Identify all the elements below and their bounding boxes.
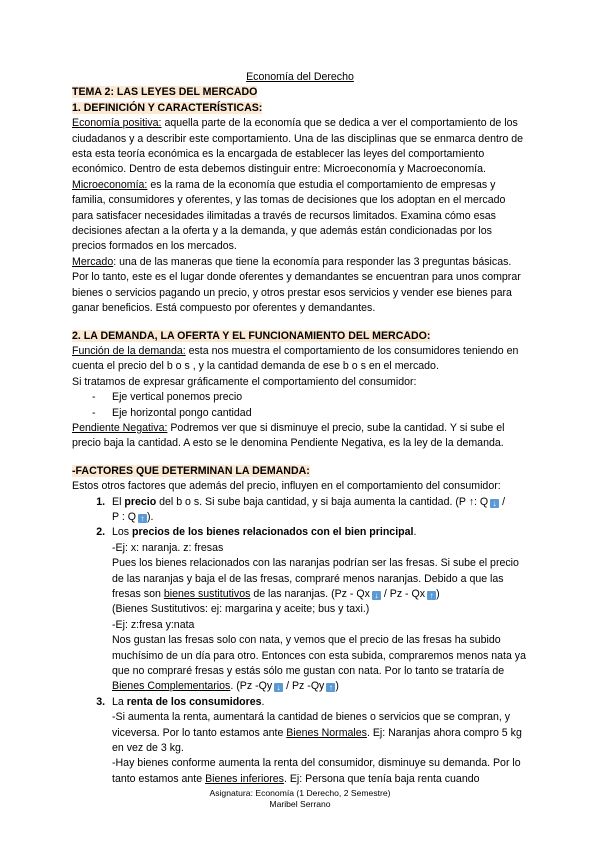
document-title: Economía del Derecho — [246, 71, 354, 83]
text-span: -Hay bienes conforme aumenta la renta del consumidor, disminuye su demanda. Por lo tanto estamos ante — [112, 757, 521, 785]
factors-list — [72, 495, 528, 788]
arrow-down-icon: ↓ — [274, 683, 283, 692]
paragraph-factores-intro: Estos otros factores que además del precio, influyen en el comportamiento del consumidor: — [72, 480, 501, 493]
term-bienes-sustitutivos: bienes sustitutivos — [163, 588, 251, 600]
section-2-heading: 2. LA DEMANDA, LA OFERTA Y EL FUNCIONAMIENTO DEL MERCADO: — [72, 329, 431, 342]
term-bienes-normales: Bienes Normales — [286, 726, 367, 739]
arrow-up-icon: ↑ — [138, 514, 147, 523]
paragraph-bienes-normales — [112, 710, 528, 756]
paragraph-bienes-inferiores — [112, 756, 528, 787]
paragraph-text: aquella parte de la economía que se dedica a ver el comportamiento de los ciudadanos y a describir este comportamiento. Una de las disciplinas que se enmarca dentro de esta esta teoría económica es la encargada de establecer las leyes del comportamiento económico. Dentro de esta debemos distinguir entre: Microeconomía y Macroeconomía. — [72, 117, 524, 176]
text-span: . Ej: Naranjas ahora compro 5 kg en vez de 3 kg. — [112, 726, 522, 755]
paragraph-microeconomia — [72, 178, 528, 255]
term-pendiente-negativa: Pendiente Negativa: — [72, 421, 168, 434]
paragraph-text: : una de las maneras que tiene la economía para responder las 3 preguntas básicas. Por lo tanto, este es el lugar donde oferentes y demandantes se encuentran para unos comprar bienes o servicios pagando un precio, y otros prestar esos servicios y vender ese bienes para ganar beneficios. Está compuesto por oferentes y demandantes. — [72, 255, 521, 315]
example-note: (Bienes Sustitutivos: ej: margarina y aceite; bus y taxi.) — [112, 603, 370, 616]
factor-title: precio — [124, 495, 157, 508]
text-span: Nos gustan las fresas solo con nata, y vemos que el precio de las fresas ha subido muchísimo de un día para otro. Entonces con esta subida, compraremos menos nata ya que no compraré fresas y estás sólo me gustan con nata. Por lo tanto se trataría de — [112, 634, 526, 678]
document-page — [72, 70, 528, 787]
footer-subject: Asignatura: Economía (1 Derecho, 2 Semestre) — [209, 788, 391, 798]
factor-item-bienes-relacionados — [108, 525, 528, 694]
factor-title: renta de los consumidores — [126, 695, 262, 708]
term-economia-positiva: Economía positiva: — [72, 117, 162, 130]
text-span: -Si aumenta la renta, aumentará la cantidad de bienes o servicios que se compran, y viceversa. Por lo tanto estamos ante — [112, 711, 511, 739]
text-span: La — [112, 695, 127, 708]
paragraph-text: es la rama de la economía que estudia el comportamiento de empresas y familia, consumidores y oferentes, y las tomas de decisiones que los adoptan en el mercado para satisfacer necesidades ilimitadas a través de recursos limitados. Examina cómo esas decisiones afectan a la oferta y a la demanda, y que además están condicionadas por los precios formados en los mercados. — [72, 178, 506, 253]
text-span: : Q — [473, 495, 489, 508]
text-span: / Pz -Qy — [283, 680, 325, 693]
section-1-heading: 1. DEFINICIÓN Y CARACTERÍSTICAS: — [72, 101, 263, 114]
text-span: Pues los bienes relacionados con las naranjas podrían ser las fresas. Si sube el precio de las naranjas y baja el de las fresas, compraré menos naranjas. Debido a que las fresas son — [112, 557, 519, 600]
paragraph-grafica: Si tratamos de expresar gráficamente el comportamiento del consumidor: — [72, 375, 417, 388]
factor-item-precio — [108, 495, 528, 526]
paragraph-sustitutivos — [112, 556, 528, 602]
text-span: / Pz - Qx — [380, 588, 426, 600]
text-span: . — [413, 526, 417, 539]
term-microeconomia: Microeconomía: — [72, 178, 148, 191]
paragraph-text: esta nos muestra el comportamiento de los consumidores teniendo en cuenta el precio del b o s , y la cantidad demanda de ese b o s en el mercado. — [72, 344, 519, 373]
text-span: de las naranjas. (Pz - Qx — [250, 588, 370, 600]
list-item: - Eje horizontal pongo cantidad — [92, 406, 528, 421]
list-item: - Eje vertical ponemos precio — [92, 390, 528, 405]
text-span: . Ej: Persona que tenía baja renta cuando — [283, 772, 480, 785]
paragraph-text: Podremos ver que si disminuye el precio, sube la cantidad. Y si sube el precio baja la cantidad. A esto se le denomina Pendiente Negativa, es la ley de la demanda. — [72, 421, 505, 450]
footer-author: Maribel Serrano — [269, 799, 331, 809]
paragraph-mercado — [72, 255, 528, 317]
text-span: ) — [436, 588, 440, 600]
term-bienes-complementarios: Bienes Complementarios — [112, 680, 231, 693]
arrow-down-icon: ↓ — [372, 591, 381, 600]
text-span: . (Pz -Qy — [230, 680, 273, 693]
example-line: -Ej: z:fresa y:nata — [112, 618, 195, 631]
text-span: del b o s. Si sube baja cantidad, y si baja aumenta la cantidad. (P — [156, 495, 469, 508]
arrow-up-icon: ↑ — [326, 683, 335, 692]
topic-heading: TEMA 2: LAS LEYES DEL MERCADO — [72, 86, 258, 99]
text-span: Los — [112, 526, 133, 539]
example-line: -Ej: x: naranja. z: fresas — [112, 541, 224, 554]
arrow-up-icon: ↑ — [468, 495, 474, 508]
factor-title: precios de los bienes relacionados con el bien principal — [132, 526, 414, 539]
paragraph-pendiente-negativa — [72, 421, 528, 452]
paragraph-complementarios — [112, 633, 528, 695]
term-mercado: Mercado — [72, 255, 114, 268]
text-span: / — [499, 495, 506, 508]
factor-precio-line2 — [112, 510, 528, 525]
page-footer — [0, 788, 600, 810]
arrow-up-icon: ↑ — [427, 591, 436, 600]
text-span: El — [112, 495, 125, 508]
paragraph-economia-positiva — [72, 116, 528, 178]
term-funcion-demanda: Función de la demanda: — [72, 344, 186, 357]
factor-item-renta — [108, 695, 528, 787]
text-span: P : Q — [112, 510, 136, 523]
paragraph-funcion-demanda — [72, 344, 528, 375]
axis-list — [72, 390, 528, 421]
term-bienes-inferiores: Bienes inferiores — [205, 772, 284, 785]
text-span: . — [261, 695, 265, 708]
text-span: ). — [146, 510, 154, 523]
section-3-heading: -FACTORES QUE DETERMINAN LA DEMANDA: — [72, 464, 310, 477]
arrow-down-icon: ↓ — [490, 499, 499, 508]
text-span: ) — [335, 680, 339, 693]
